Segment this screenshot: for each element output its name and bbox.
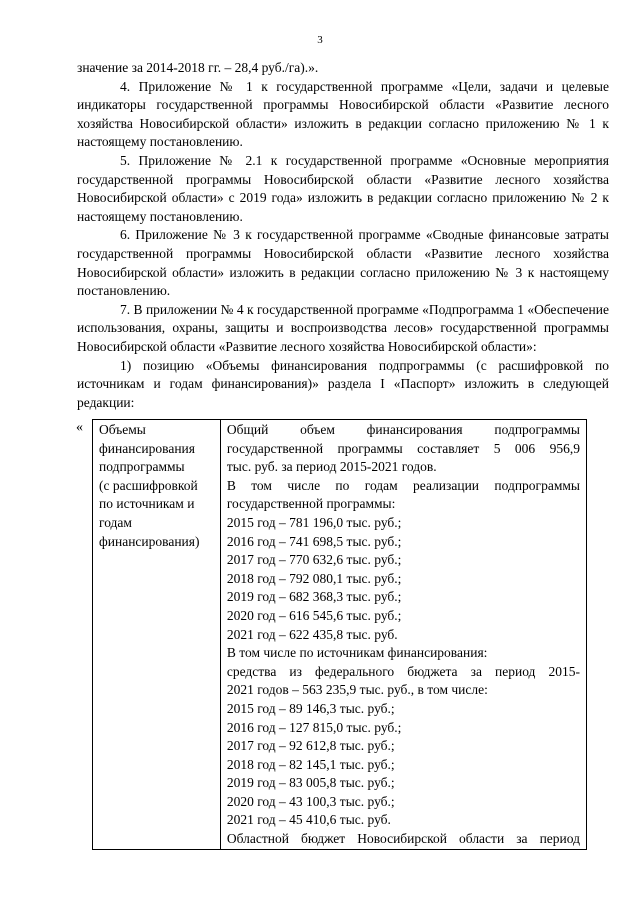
federal-line: средства из федерального бюджета за период 2015- — [226, 663, 580, 679]
paragraph-item-4: 4. Приложение № 1 к государственной программе «Цели, задачи и целевые индикаторы государственной программы Новосибирской области «Развитие лесного хозяйства Новосибирской области» изложить в редакции согласно приложению № 1 к настоящему постановлению. — [77, 78, 609, 150]
year-total: 2019 год – 682 368,3 тыс. руб.; — [226, 589, 402, 605]
year-total: 2017 год – 770 632,6 тыс. руб.; — [226, 552, 402, 568]
total-line: тыс. руб. за период 2015-2021 годов. — [226, 459, 437, 475]
label-line: финансирования — [99, 440, 195, 456]
paragraph-item-7-1: 1) позицию «Объемы финансирования подпрограммы (с расшифровкой по источникам и годам финансирования)» раздела I «Паспорт» изложить в следующей редакции: — [77, 357, 609, 410]
content-cell — [220, 420, 586, 850]
year-federal: 2018 год – 82 145,1 тыс. руб.; — [226, 756, 395, 772]
federal-line: 2021 годов – 563 235,9 тыс. руб., в том числе: — [226, 682, 488, 698]
year-federal: 2020 год – 43 100,3 тыс. руб.; — [226, 793, 395, 809]
total-line: государственной программы составляет 5 006 956,9 — [226, 440, 580, 456]
year-total: 2020 год – 616 545,6 тыс. руб.; — [226, 607, 402, 623]
label-cell — [93, 420, 221, 850]
paragraph-item-5: 5. Приложение № 2.1 к государственной программе «Основные мероприятия государственной программы Новосибирской области «Развитие лесного хозяйства Новосибирской области» с 2019 года» изложить в редакции согласно приложению № 2 к настоящему постановлению. — [77, 152, 609, 224]
year-total: 2016 год – 741 698,5 тыс. руб.; — [226, 533, 402, 549]
paragraph-continuation: значение за 2014-2018 гг. – 28,4 руб./га).». — [77, 60, 319, 75]
year-total: 2021 год – 622 435,8 тыс. руб. — [226, 626, 398, 642]
table-row — [93, 420, 587, 850]
paragraph-item-6: 6. Приложение № 3 к государственной программе «Сводные финансовые затраты государственной программы Новосибирской области «Развитие лесного хозяйства Новосибирской области» изложить в редакции согласно приложению № 3 к настоящему постановлению. — [77, 227, 609, 299]
sources-intro: В том числе по источникам финансирования: — [226, 645, 488, 661]
total-line: Общий объем финансирования подпрограммы — [226, 422, 580, 437]
opening-quote: « — [76, 420, 83, 435]
document-body — [77, 59, 609, 412]
year-total: 2015 год – 781 196,0 тыс. руб.; — [226, 514, 402, 530]
year-federal: 2016 год – 127 815,0 тыс. руб.; — [226, 719, 402, 735]
page-number: 3 — [317, 34, 323, 46]
label-line: годам — [99, 514, 132, 530]
year-federal: 2019 год – 83 005,8 тыс. руб.; — [226, 775, 395, 791]
label-line: (с расшифровкой — [99, 477, 198, 493]
passport-table — [92, 419, 587, 850]
year-total: 2018 год – 792 080,1 тыс. руб.; — [226, 570, 402, 586]
label-line: подпрограммы — [99, 459, 185, 475]
regional-line: Областной бюджет Новосибирской области за период — [226, 831, 580, 847]
label-line: Объемы — [99, 422, 146, 437]
by-year-intro: государственной программы: — [226, 496, 396, 512]
year-federal: 2017 год – 92 612,8 тыс. руб.; — [226, 738, 395, 754]
paragraph-item-7: 7. В приложении № 4 к государственной программе «Подпрограмма 1 «Обеспечение использования, охраны, защиты и воспроизводства лесов» государственной программы Новосибирской области «Развитие лесного хозяйства Новосибирской области»: — [77, 301, 609, 354]
label-line: финансирования) — [99, 533, 200, 549]
year-federal: 2021 год – 45 410,6 тыс. руб. — [226, 812, 391, 828]
label-line: по источникам и — [99, 496, 195, 512]
by-year-intro: В том числе по годам реализации подпрограммы — [226, 477, 580, 493]
year-federal: 2015 год – 89 146,3 тыс. руб.; — [226, 700, 395, 716]
